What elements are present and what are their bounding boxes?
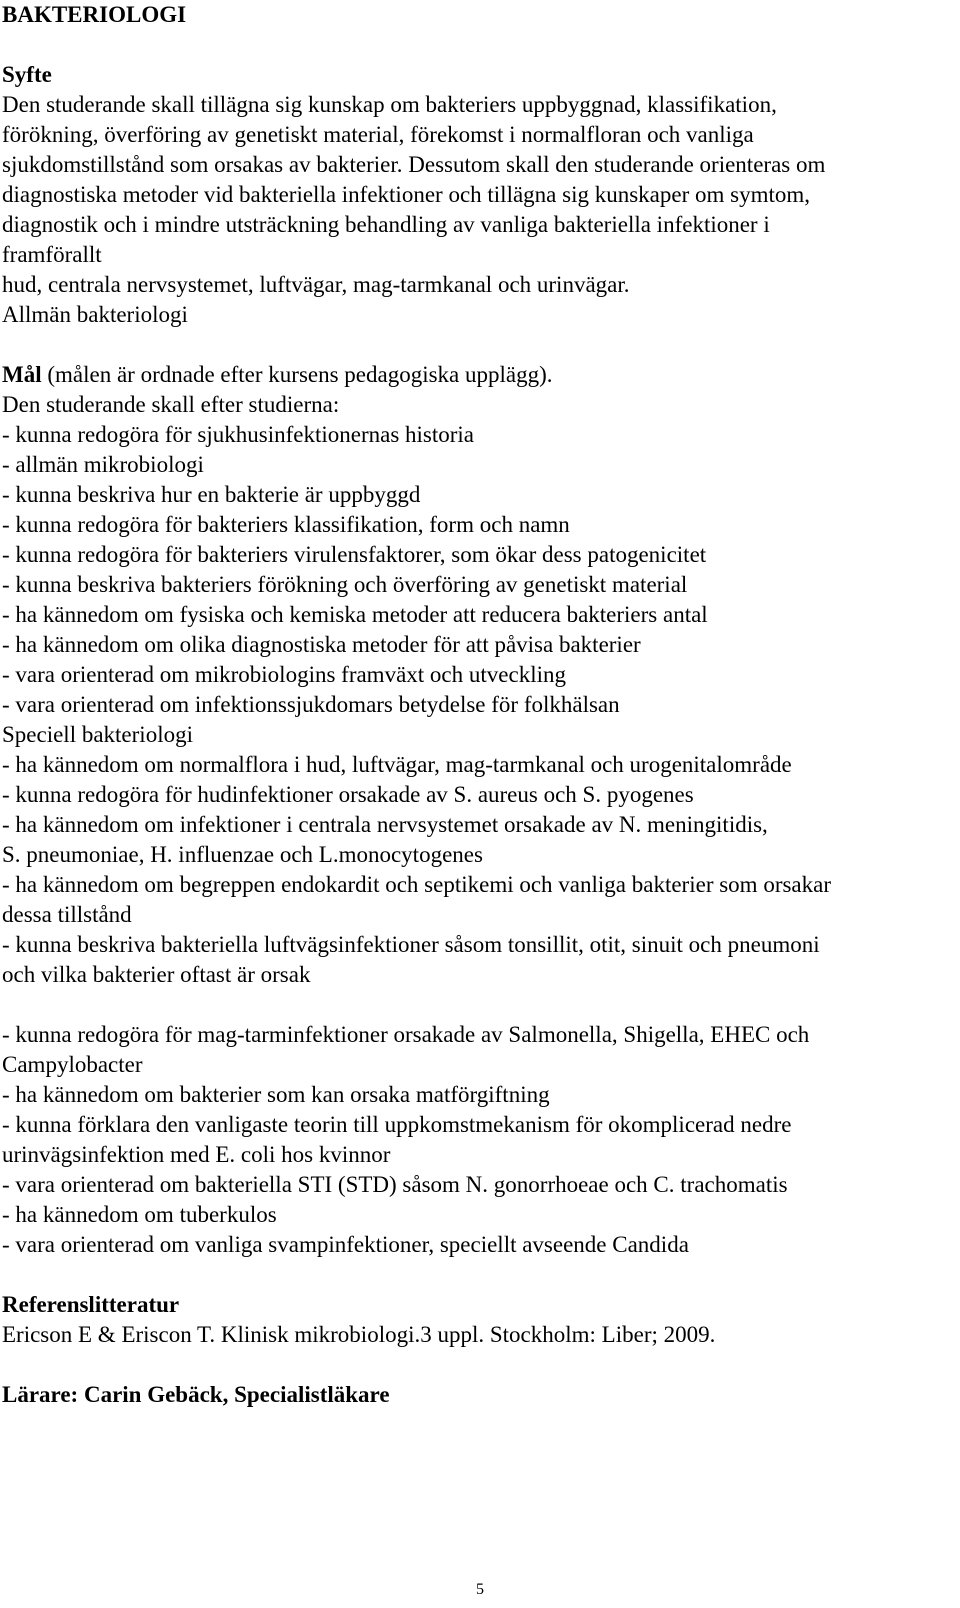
mal-description: (målen är ordnade efter kursens pedagogiska upplägg). xyxy=(41,362,553,387)
mal-label: Mål xyxy=(2,362,42,387)
goal-list-item: - kunna beskriva bakteriella luftvägsinfektioner såsom tonsillit, otit, sinuit och pneumoni xyxy=(2,932,820,957)
reference-entry: Ericson E & Eriscon T. Klinisk mikrobiologi.3 uppl. Stockholm: Liber; 2009. xyxy=(2,1322,716,1347)
spacer xyxy=(2,330,958,360)
document-title: BAKTERIOLOGI xyxy=(2,2,187,27)
syfte-line: förökning, överföring av genetiskt material, förekomst i normalfloran och vanliga xyxy=(2,122,754,147)
syfte-line: diagnostik och i mindre utsträckning behandling av vanliga bakteriella infektioner i xyxy=(2,212,770,237)
goal-list-item: - kunna redogöra för sjukhusinfektionernas historia xyxy=(2,422,475,447)
goal-list-item: - ha kännedom om bakterier som kan orsaka matförgiftning xyxy=(2,1082,550,1107)
goal-list-item: - vara orienterad om mikrobiologins framväxt och utveckling xyxy=(2,662,566,687)
goal-list-item: - kunna redogöra för bakteriers virulensfaktorer, som ökar dess patogenicitet xyxy=(2,542,707,567)
goal-list-item: - kunna redogöra för bakteriers klassifikation, form och namn xyxy=(2,512,570,537)
goal-list-item: - ha kännedom om normalflora i hud, luftvägar, mag-tarmkanal och urogenitalområde xyxy=(2,752,792,777)
referenslitteratur-heading: Referenslitteratur xyxy=(2,1292,180,1317)
goal-list-item: - vara orienterad om infektionssjukdomars betydelse för folkhälsan xyxy=(2,692,620,717)
spacer xyxy=(2,30,958,60)
document-page xyxy=(2,0,958,1410)
syfte-line: framförallt xyxy=(2,242,102,267)
spacer xyxy=(2,1350,958,1380)
allman-bakteriologi-heading: Allmän bakteriologi xyxy=(2,302,188,327)
mal-intro: Den studerande skall efter studierna: xyxy=(2,392,340,417)
goal-list-item: urinvägsinfektion med E. coli hos kvinnor xyxy=(2,1142,391,1167)
mal-heading xyxy=(2,360,958,390)
goal-list-item: - ha kännedom om fysiska och kemiska metoder att reducera bakteriers antal xyxy=(2,602,708,627)
goal-list-item: - ha kännedom om infektioner i centrala nervsystemet orsakade av N. meningitidis, xyxy=(2,812,768,837)
goal-list-item: - vara orienterad om vanliga svampinfektioner, speciellt avseende Candida xyxy=(2,1232,689,1257)
goal-list-item: - ha kännedom om olika diagnostiska metoder för att påvisa bakterier xyxy=(2,632,641,657)
goal-list-item: - kunna beskriva bakteriers förökning och överföring av genetiskt material xyxy=(2,572,688,597)
syfte-line: Den studerande skall tillägna sig kunskap om bakteriers uppbyggnad, klassifikation, xyxy=(2,92,777,117)
syfte-line: sjukdomstillstånd som orsakas av bakterier. Dessutom skall den studerande orienteras om xyxy=(2,152,826,177)
syfte-line: diagnostiska metoder vid bakteriella infektioner och tillägna sig kunskaper om symtom, xyxy=(2,182,811,207)
goal-list-item: - kunna redogöra för mag-tarminfektioner orsakade av Salmonella, Shigella, EHEC och xyxy=(2,1022,810,1047)
goal-list-item: - allmän mikrobiologi xyxy=(2,452,204,477)
syfte-heading: Syfte xyxy=(2,62,52,87)
goal-list-item: dessa tillstånd xyxy=(2,902,132,927)
goal-list-item: - vara orienterad om bakteriella STI (STD) såsom N. gonorrhoeae och C. trachomatis xyxy=(2,1172,788,1197)
syfte-line: hud, centrala nervsystemet, luftvägar, mag-tarmkanal och urinvägar. xyxy=(2,272,630,297)
page-number: 5 xyxy=(476,1581,484,1598)
teacher-line: Lärare: Carin Gebäck, Specialistläkare xyxy=(2,1382,390,1407)
speciell-bakteriologi-heading: Speciell bakteriologi xyxy=(2,722,193,747)
goal-list-item: och vilka bakterier oftast är orsak xyxy=(2,962,311,987)
goal-list-item: - ha kännedom om begreppen endokardit och septikemi och vanliga bakterier som orsakar xyxy=(2,872,831,897)
goal-list-item: - kunna redogöra för hudinfektioner orsakade av S. aureus och S. pyogenes xyxy=(2,782,694,807)
goal-list-item: - kunna förklara den vanligaste teorin till uppkomstmekanism för okomplicerad nedre xyxy=(2,1112,792,1137)
goal-list-item: - kunna beskriva hur en bakterie är uppbyggd xyxy=(2,482,421,507)
goal-list-item: S. pneumoniae, H. influenzae och L.monocytogenes xyxy=(2,842,483,867)
goal-list-item: Campylobacter xyxy=(2,1052,143,1077)
spacer xyxy=(2,990,958,1020)
goal-list-item: - ha kännedom om tuberkulos xyxy=(2,1202,277,1227)
spacer xyxy=(2,1260,958,1290)
